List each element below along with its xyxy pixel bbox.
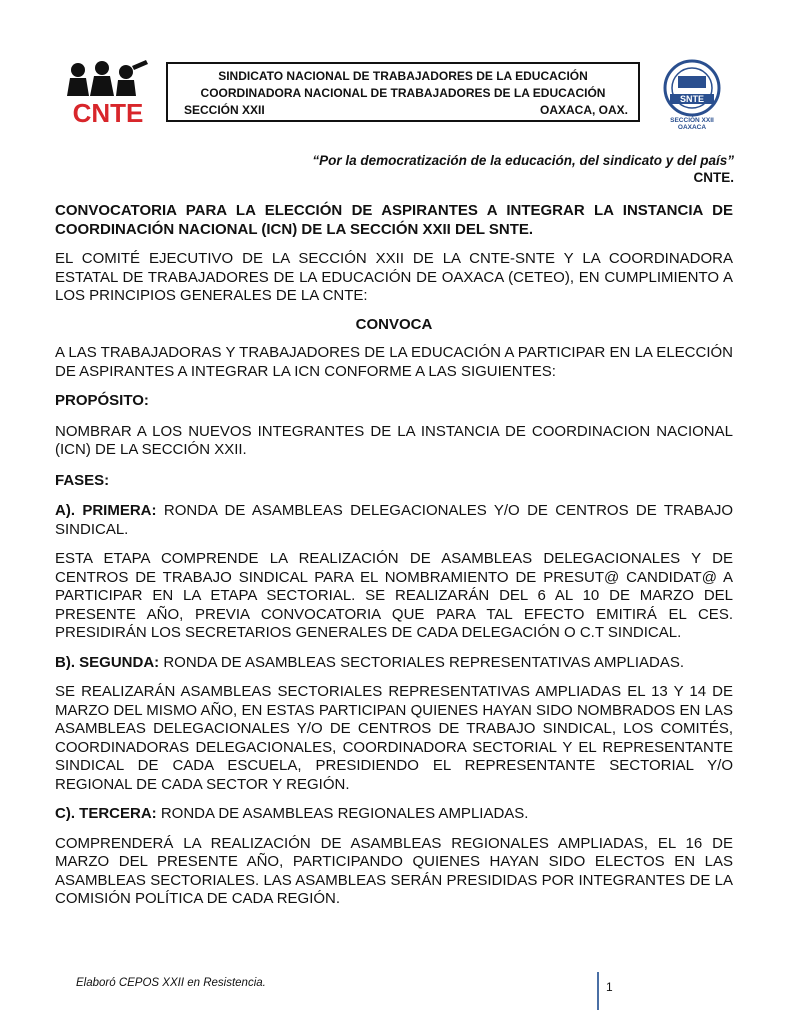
snte-logo-text: SNTE: [679, 94, 705, 104]
document-title: CONVOCATORIA PARA LA ELECCIÓN DE ASPIRANTES A INTEGRAR LA INSTANCIA DE COORDINACIÓN NACIONAL (ICN) DE LA SECCIÓN XXII DEL SNTE.: [55, 202, 733, 238]
letterhead-section: SECCIÓN XXII: [184, 103, 265, 117]
phase-b-paragraph: SE REALIZARÁN ASAMBLEAS SECTORIALES REPRESENTATIVAS AMPLIADAS EL 13 Y 14 DE MARZO DEL MISMO AÑO, EN ESTAS PARTICIPAN QUIENES HAYAN SIDO NOMBRADOS EN LAS ASAMBLEAS DELEGACIONALES Y/O DE CENTROS DE TRABAJO SINDICAL, LOS COMITÉS, COORDINADORAS DELEGACIONALES, COORDINADORA SECTORIAL Y EL REPRESENTANTE SINDICAL DE CADA ESCUELA, PRESIDIENDO EL REPRESENTANTE SECTORIAL Y/O REGIONAL DE CADA SECTOR Y REGIÓN.: [55, 683, 733, 793]
phases-heading: FASES:: [55, 471, 110, 489]
motto-quote: “Por la democratización de la educación, del sindicato y del país”: [312, 153, 734, 168]
phase-b-title: RONDA DE ASAMBLEAS SECTORIALES REPRESENTATIVAS AMPLIADAS.: [159, 653, 685, 671]
phase-b-label: B). SEGUNDA:: [55, 653, 160, 671]
intro-paragraph: EL COMITÉ EJECUTIVO DE LA SECCIÓN XXII DE LA CNTE-SNTE Y LA COORDINADORA ESTATAL DE TRABAJADORES DE LA EDUCACIÓN DE OAXACA (CETEO), EN CUMPLIMIENTO A LOS PRINCIPIOS GENERALES DE LA CNTE:: [55, 250, 733, 304]
phase-c-heading: [55, 805, 733, 824]
letterhead-box: [166, 62, 640, 122]
purpose-heading: PROPÓSITO:: [55, 392, 149, 409]
letterhead-line3: [178, 102, 628, 119]
cnte-logo: [60, 58, 156, 126]
phase-c-title: RONDA DE ASAMBLEAS REGIONALES AMPLIADAS.: [156, 805, 529, 822]
letterhead-line1: SINDICATO NACIONAL DE TRABAJADORES DE LA EDUCACIÓN: [218, 69, 588, 83]
document-body: [55, 200, 733, 909]
snte-logo-caption-city: OAXACA: [677, 124, 707, 130]
phase-c-label: C). TERCERA:: [55, 805, 157, 822]
phase-c-paragraph: COMPRENDERÁ LA REALIZACIÓN DE ASAMBLEAS REGIONALES AMPLIADAS, EL 16 DE MARZO DEL PRESENTE AÑO, PARTICIPANDO QUIENES HAYAN SIDO ELECTOS EN LAS ASAMBLEAS SECTORIALES. LAS ASAMBLEAS SERÁN PRESIDIDAS POR INTEGRANTES DE LA COMISIÓN POLÍTICA DE CADA REGIÓN.: [55, 834, 733, 907]
letterhead-location: OAXACA, OAX.: [539, 103, 628, 117]
purpose-paragraph: NOMBRAR A LOS NUEVOS INTEGRANTES DE LA INSTANCIA DE COORDINACION NACIONAL (ICN) DE LA SECCIÓN XXII.: [55, 422, 733, 458]
footer-author: Elaboró CEPOS XXII en Resistencia.: [76, 977, 266, 989]
convoca-heading: CONVOCA: [355, 315, 433, 333]
cnte-logo-text: CNTE: [72, 98, 144, 126]
footer-divider: [597, 972, 599, 1010]
phase-a-title: RONDA DE ASAMBLEAS DELEGACIONALES Y/O DE CENTROS DE TRABAJO SINDICAL.: [55, 502, 734, 538]
snte-logo-caption-section: SECCIÓN XXII: [670, 117, 714, 124]
invitation-paragraph: A LAS TRABAJADORAS Y TRABAJADORES DE LA EDUCACIÓN A PARTICIPAR EN LA ELECCIÓN DE ASPIRANTES A INTEGRAR LA ICN CONFORME A LAS SIGUIENTES:: [55, 344, 733, 380]
snte-seal-logo: [652, 58, 732, 130]
phase-a-label: A). PRIMERA:: [55, 502, 157, 519]
phase-a-heading: [55, 502, 733, 539]
letterhead-line2: COORDINADORA NACIONAL DE TRABAJADORES DE LA EDUCACIÓN: [200, 86, 606, 100]
phase-a-paragraph: ESTA ETAPA COMPRENDE LA REALIZACIÓN DE ASAMBLEAS DELEGACIONALES Y DE CENTROS DE TRABAJO SINDICAL PARA EL NOMBRAMIENTO DE PRESUT@ CANDIDAT@ A PARTICIPAR EN LA ETAPA SECTORIAL. SE REALIZARÁN DEL 6 AL 10 DE MARZO DEL PRESENTE AÑO, PREVIA CONVOCATORIA QUE PARA TAL EFECTO EMITIRÁ EL CES. PRESIDIRÁN LOS SECRETARIOS GENERALES DE CADA DELEGACIÓN O C.T SINDICAL.: [55, 550, 733, 641]
page-number: 1: [606, 980, 613, 994]
motto-author: CNTE.: [693, 170, 734, 185]
phase-b-heading: [55, 654, 733, 673]
